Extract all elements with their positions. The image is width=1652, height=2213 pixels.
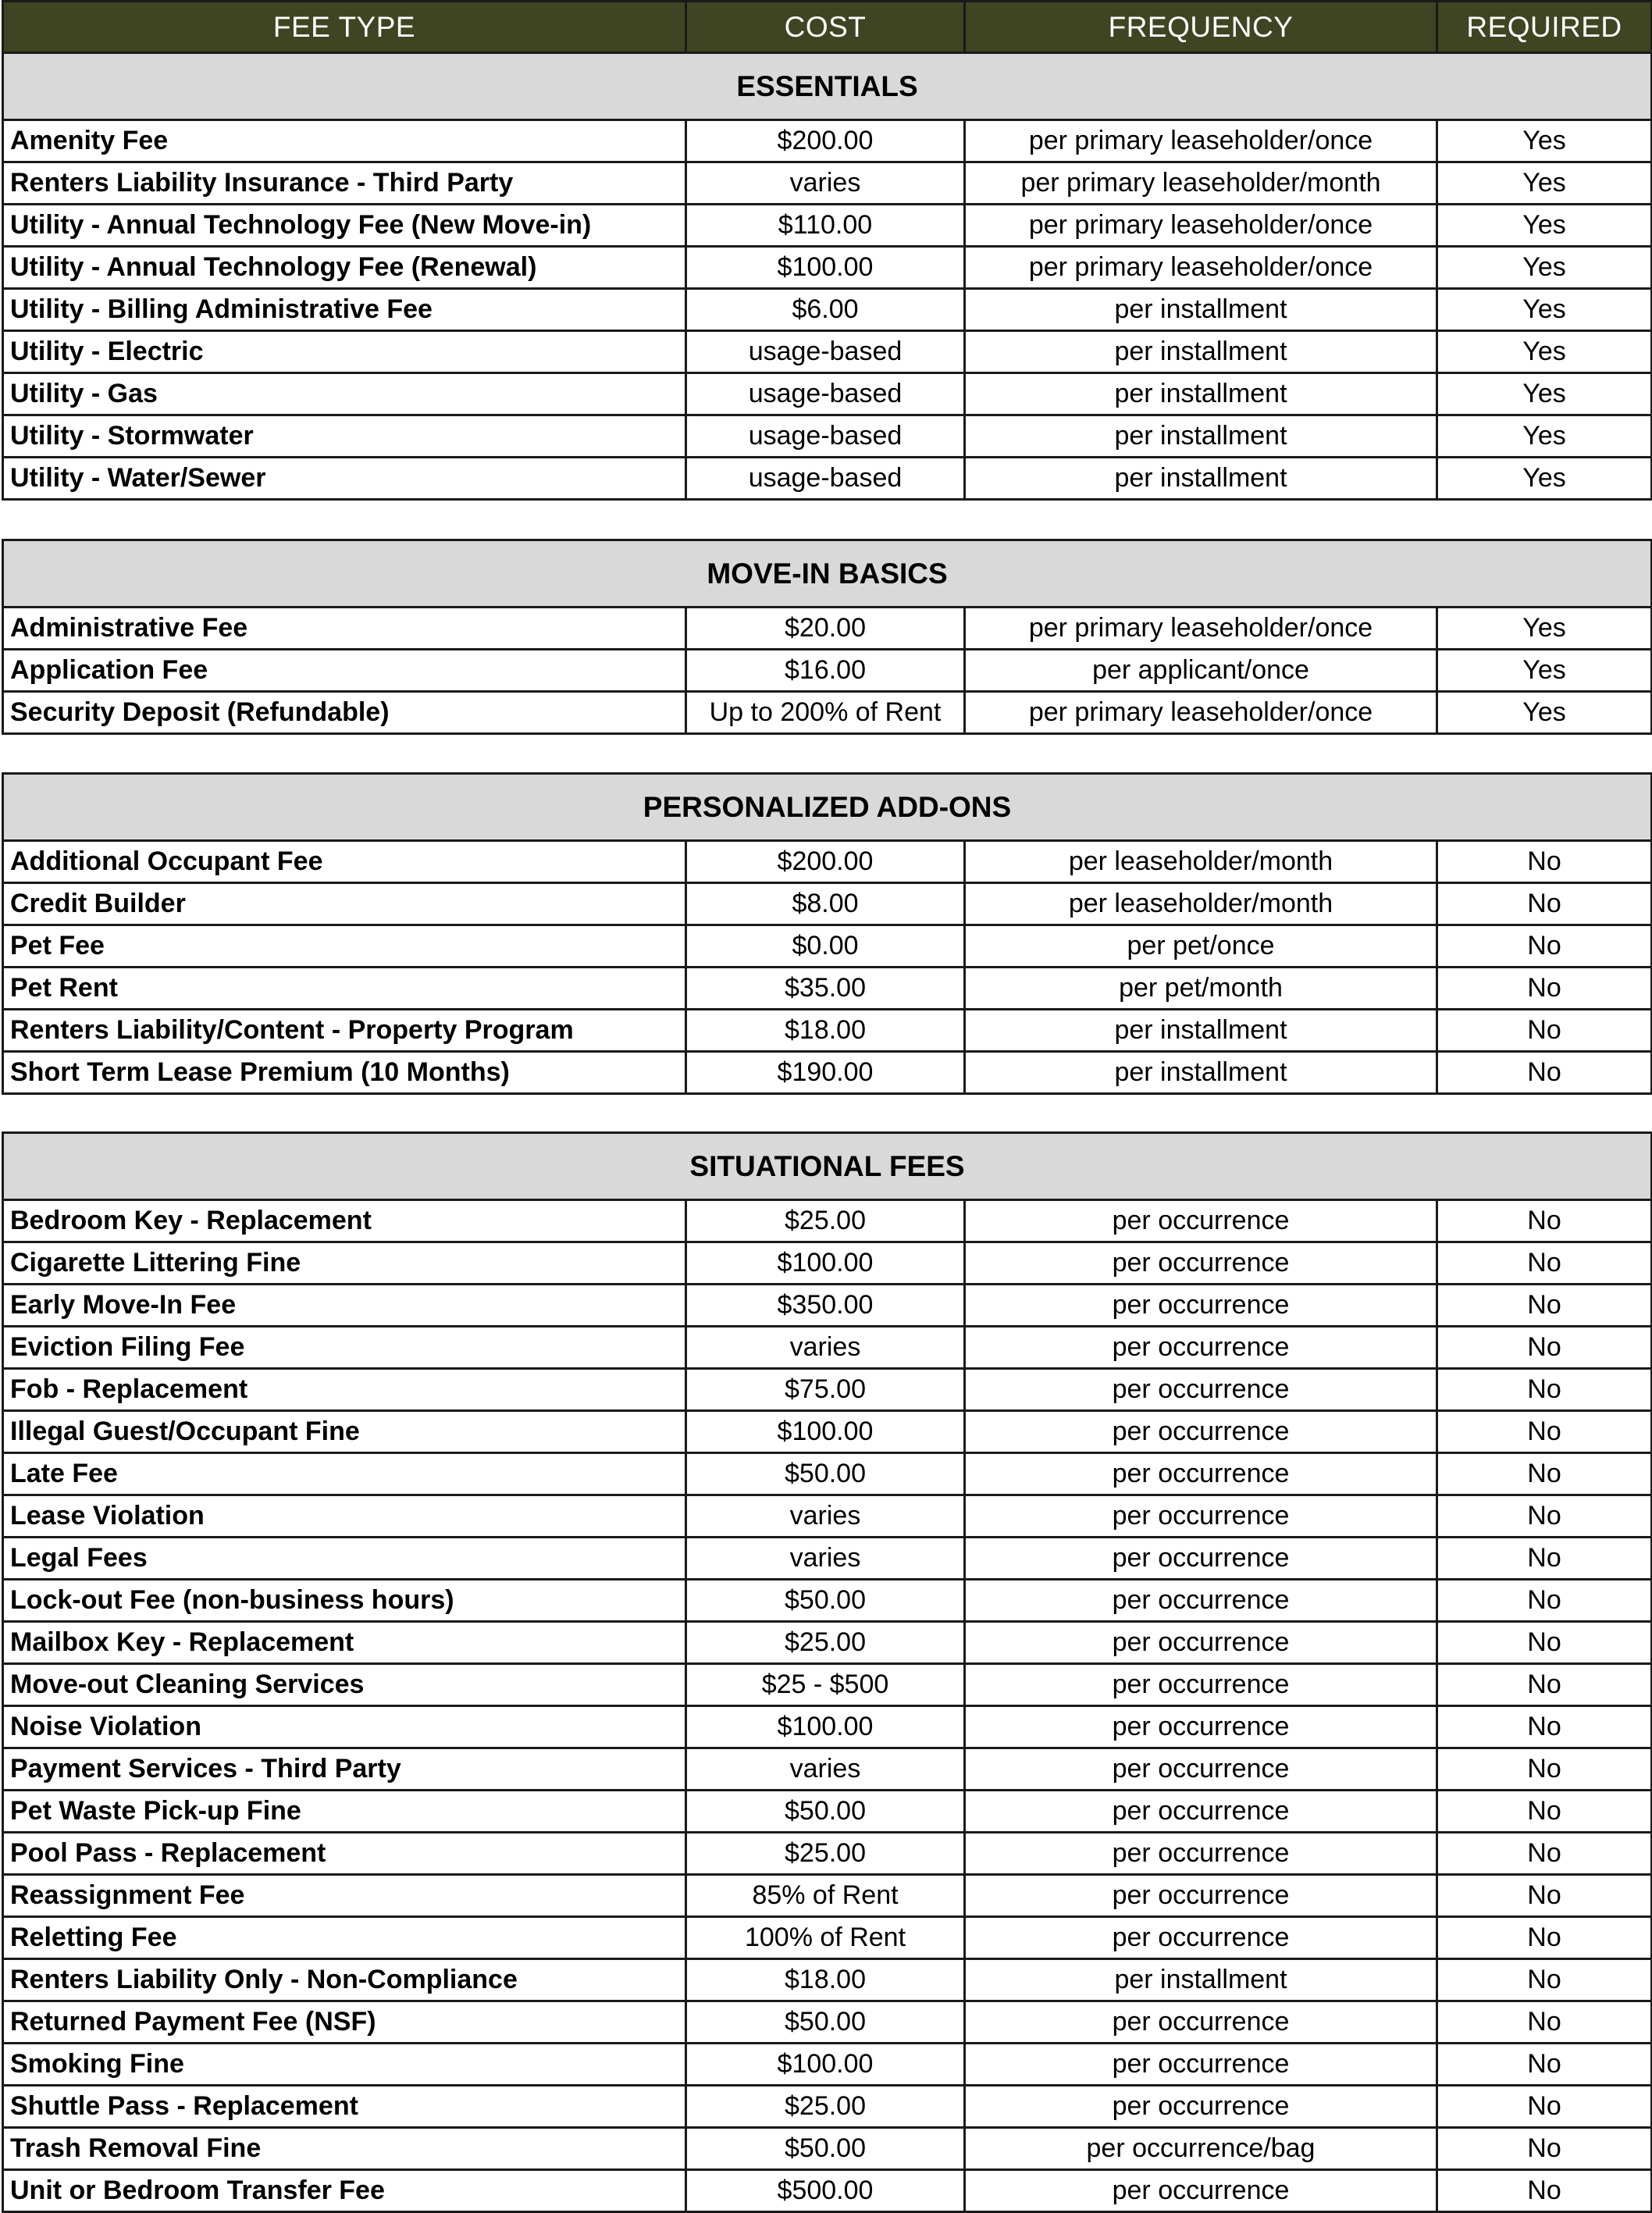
fee-name-cell: Renters Liability Insurance - Third Party xyxy=(3,162,686,205)
table-row xyxy=(3,1875,1652,1917)
frequency-cell: per applicant/once xyxy=(965,650,1437,692)
frequency-cell: per installment xyxy=(965,331,1437,373)
frequency-cell: per occurrence xyxy=(965,1285,1437,1327)
fee-name-cell: Payment Services - Third Party xyxy=(3,1748,686,1791)
required-cell: No xyxy=(1437,1369,1652,1411)
fee-name-cell: Pet Waste Pick-up Fine xyxy=(3,1791,686,1833)
frequency-cell: per occurrence xyxy=(965,2001,1437,2044)
frequency-cell: per occurrence xyxy=(965,2044,1437,2086)
table-row xyxy=(3,841,1652,883)
cost-cell: $50.00 xyxy=(686,2001,965,2044)
frequency-cell: per occurrence xyxy=(965,1706,1437,1748)
table-row xyxy=(3,692,1652,734)
required-cell: No xyxy=(1437,1010,1652,1052)
frequency-cell: per primary leaseholder/once xyxy=(965,692,1437,734)
cost-cell: $500.00 xyxy=(686,2170,965,2212)
cost-cell: 85% of Rent xyxy=(686,1875,965,1917)
table-row xyxy=(3,1453,1652,1495)
table-row xyxy=(3,247,1652,289)
cost-cell: usage-based xyxy=(686,331,965,373)
fee-name-cell: Trash Removal Fine xyxy=(3,2128,686,2170)
cost-cell: $16.00 xyxy=(686,650,965,692)
table-row xyxy=(3,1538,1652,1580)
table-row xyxy=(3,415,1652,458)
required-cell: No xyxy=(1437,1411,1652,1453)
required-cell: Yes xyxy=(1437,162,1652,205)
table-row xyxy=(3,1833,1652,1875)
cost-cell: $18.00 xyxy=(686,1010,965,1052)
frequency-cell: per occurrence xyxy=(965,2170,1437,2212)
cost-cell: $200.00 xyxy=(686,841,965,883)
section-title: SITUATIONAL FEES xyxy=(3,1133,1652,1200)
cost-cell: $50.00 xyxy=(686,1791,965,1833)
required-cell: No xyxy=(1437,1791,1652,1833)
table-row xyxy=(3,968,1652,1010)
table-row xyxy=(3,162,1652,205)
fee-name-cell: Shuttle Pass - Replacement xyxy=(3,2086,686,2128)
cost-cell: $50.00 xyxy=(686,1453,965,1495)
cost-cell: $100.00 xyxy=(686,247,965,289)
fee-name-cell: Amenity Fee xyxy=(3,120,686,162)
fee-name-cell: Utility - Electric xyxy=(3,331,686,373)
cost-cell: $20.00 xyxy=(686,608,965,650)
fee-name-cell: Credit Builder xyxy=(3,883,686,925)
cost-cell: $350.00 xyxy=(686,1285,965,1327)
required-cell: Yes xyxy=(1437,205,1652,247)
required-cell: No xyxy=(1437,883,1652,925)
frequency-cell: per occurrence/bag xyxy=(965,2128,1437,2170)
fee-name-cell: Short Term Lease Premium (10 Months) xyxy=(3,1052,686,1094)
frequency-cell: per installment xyxy=(965,1959,1437,2001)
table-row xyxy=(3,289,1652,331)
table-row xyxy=(3,1664,1652,1706)
table-row xyxy=(3,373,1652,415)
frequency-cell: per installment xyxy=(965,415,1437,458)
required-cell: No xyxy=(1437,1959,1652,2001)
frequency-cell: per occurrence xyxy=(965,1622,1437,1664)
column-header-row xyxy=(3,2,1652,53)
table-row xyxy=(3,2086,1652,2128)
table-row xyxy=(3,1622,1652,1664)
cost-cell: $18.00 xyxy=(686,1959,965,2001)
table-row xyxy=(3,120,1652,162)
frequency-cell: per primary leaseholder/once xyxy=(965,247,1437,289)
frequency-cell: per occurrence xyxy=(965,1664,1437,1706)
table-row xyxy=(3,1327,1652,1369)
required-cell: Yes xyxy=(1437,692,1652,734)
fee-name-cell: Renters Liability/Content - Property Program xyxy=(3,1010,686,1052)
cost-cell: $25.00 xyxy=(686,1833,965,1875)
cost-cell: $100.00 xyxy=(686,2044,965,2086)
fee-name-cell: Fob - Replacement xyxy=(3,1369,686,1411)
table-row xyxy=(3,205,1652,247)
required-cell: No xyxy=(1437,1052,1652,1094)
cost-cell: Up to 200% of Rent xyxy=(686,692,965,734)
frequency-cell: per occurrence xyxy=(965,1242,1437,1285)
required-cell: No xyxy=(1437,1706,1652,1748)
required-cell: Yes xyxy=(1437,373,1652,415)
fee-name-cell: Utility - Stormwater xyxy=(3,415,686,458)
frequency-cell: per occurrence xyxy=(965,1791,1437,1833)
table-row xyxy=(3,458,1652,500)
fee-name-cell: Utility - Gas xyxy=(3,373,686,415)
required-cell: No xyxy=(1437,2044,1652,2086)
cost-cell: $0.00 xyxy=(686,925,965,968)
required-cell: No xyxy=(1437,2001,1652,2044)
cost-cell: $8.00 xyxy=(686,883,965,925)
frequency-cell: per occurrence xyxy=(965,1453,1437,1495)
frequency-cell: per leaseholder/month xyxy=(965,883,1437,925)
cost-cell: $190.00 xyxy=(686,1052,965,1094)
header-cost: COST xyxy=(686,2,965,53)
cost-cell: $25.00 xyxy=(686,2086,965,2128)
fee-name-cell: Utility - Billing Administrative Fee xyxy=(3,289,686,331)
frequency-cell: per occurrence xyxy=(965,1748,1437,1791)
fee-name-cell: Reassignment Fee xyxy=(3,1875,686,1917)
frequency-cell: per primary leaseholder/once xyxy=(965,608,1437,650)
required-cell: Yes xyxy=(1437,650,1652,692)
fee-name-cell: Application Fee xyxy=(3,650,686,692)
header-fee-type: FEE TYPE xyxy=(3,2,686,53)
section-title: ESSENTIALS xyxy=(3,53,1652,120)
personalized-add-ons-table xyxy=(2,772,1652,1095)
fee-name-cell: Legal Fees xyxy=(3,1538,686,1580)
frequency-cell: per occurrence xyxy=(965,1917,1437,1959)
table-row xyxy=(3,1791,1652,1833)
table-row xyxy=(3,650,1652,692)
table-row xyxy=(3,1052,1652,1094)
fee-name-cell: Reletting Fee xyxy=(3,1917,686,1959)
required-cell: No xyxy=(1437,2128,1652,2170)
fee-name-cell: Lease Violation xyxy=(3,1495,686,1538)
cost-cell: usage-based xyxy=(686,415,965,458)
essentials-table xyxy=(2,0,1652,501)
cost-cell: $100.00 xyxy=(686,1242,965,1285)
section-title: MOVE-IN BASICS xyxy=(3,540,1652,608)
table-row xyxy=(3,1706,1652,1748)
required-cell: Yes xyxy=(1437,608,1652,650)
frequency-cell: per occurrence xyxy=(965,1833,1437,1875)
cost-cell: usage-based xyxy=(686,458,965,500)
fee-name-cell: Administrative Fee xyxy=(3,608,686,650)
required-cell: No xyxy=(1437,925,1652,968)
fee-name-cell: Utility - Water/Sewer xyxy=(3,458,686,500)
cost-cell: usage-based xyxy=(686,373,965,415)
fee-name-cell: Mailbox Key - Replacement xyxy=(3,1622,686,1664)
fee-name-cell: Bedroom Key - Replacement xyxy=(3,1200,686,1242)
cost-cell: varies xyxy=(686,1495,965,1538)
required-cell: No xyxy=(1437,2170,1652,2212)
frequency-cell: per occurrence xyxy=(965,1411,1437,1453)
fee-name-cell: Utility - Annual Technology Fee (Renewal) xyxy=(3,247,686,289)
required-cell: Yes xyxy=(1437,458,1652,500)
header-frequency: FREQUENCY xyxy=(965,2,1437,53)
fee-name-cell: Early Move-In Fee xyxy=(3,1285,686,1327)
table-row xyxy=(3,608,1652,650)
table-row xyxy=(3,925,1652,968)
cost-cell: $50.00 xyxy=(686,1580,965,1622)
cost-cell: $75.00 xyxy=(686,1369,965,1411)
required-cell: No xyxy=(1437,2086,1652,2128)
table-row xyxy=(3,1285,1652,1327)
required-cell: No xyxy=(1437,1495,1652,1538)
section-title-row xyxy=(3,1133,1652,1200)
fee-name-cell: Eviction Filing Fee xyxy=(3,1327,686,1369)
table-row xyxy=(3,1411,1652,1453)
frequency-cell: per occurrence xyxy=(965,1327,1437,1369)
cost-cell: $25 - $500 xyxy=(686,1664,965,1706)
section-title-row xyxy=(3,53,1652,120)
frequency-cell: per occurrence xyxy=(965,2086,1437,2128)
required-cell: No xyxy=(1437,968,1652,1010)
table-row xyxy=(3,1010,1652,1052)
table-row xyxy=(3,1369,1652,1411)
frequency-cell: per installment xyxy=(965,1010,1437,1052)
required-cell: Yes xyxy=(1437,120,1652,162)
table-row xyxy=(3,1495,1652,1538)
table-row xyxy=(3,2128,1652,2170)
frequency-cell: per installment xyxy=(965,373,1437,415)
required-cell: Yes xyxy=(1437,289,1652,331)
table-row xyxy=(3,1917,1652,1959)
required-cell: No xyxy=(1437,1327,1652,1369)
frequency-cell: per occurrence xyxy=(965,1580,1437,1622)
table-row xyxy=(3,331,1652,373)
required-cell: No xyxy=(1437,1664,1652,1706)
frequency-cell: per pet/month xyxy=(965,968,1437,1010)
fee-name-cell: Move-out Cleaning Services xyxy=(3,1664,686,1706)
frequency-cell: per occurrence xyxy=(965,1875,1437,1917)
header-required: REQUIRED xyxy=(1437,2,1652,53)
cost-cell: $25.00 xyxy=(686,1622,965,1664)
cost-cell: $6.00 xyxy=(686,289,965,331)
table-row xyxy=(3,1200,1652,1242)
required-cell: No xyxy=(1437,1622,1652,1664)
table-row xyxy=(3,1748,1652,1791)
table-row xyxy=(3,1580,1652,1622)
fee-name-cell: Illegal Guest/Occupant Fine xyxy=(3,1411,686,1453)
table-row xyxy=(3,2001,1652,2044)
required-cell: Yes xyxy=(1437,415,1652,458)
cost-cell: $110.00 xyxy=(686,205,965,247)
table-row xyxy=(3,1242,1652,1285)
fee-name-cell: Noise Violation xyxy=(3,1706,686,1748)
section-title: PERSONALIZED ADD-ONS xyxy=(3,774,1652,841)
fee-name-cell: Cigarette Littering Fine xyxy=(3,1242,686,1285)
fee-name-cell: Lock-out Fee (non-business hours) xyxy=(3,1580,686,1622)
cost-cell: varies xyxy=(686,1748,965,1791)
required-cell: No xyxy=(1437,1833,1652,1875)
required-cell: Yes xyxy=(1437,247,1652,289)
fee-name-cell: Pet Rent xyxy=(3,968,686,1010)
frequency-cell: per primary leaseholder/once xyxy=(965,120,1437,162)
cost-cell: $50.00 xyxy=(686,2128,965,2170)
required-cell: No xyxy=(1437,1538,1652,1580)
frequency-cell: per occurrence xyxy=(965,1200,1437,1242)
frequency-cell: per leaseholder/month xyxy=(965,841,1437,883)
required-cell: No xyxy=(1437,1748,1652,1791)
required-cell: No xyxy=(1437,1242,1652,1285)
fee-name-cell: Pet Fee xyxy=(3,925,686,968)
fee-name-cell: Security Deposit (Refundable) xyxy=(3,692,686,734)
cost-cell: $100.00 xyxy=(686,1706,965,1748)
frequency-cell: per pet/once xyxy=(965,925,1437,968)
section-title-row xyxy=(3,540,1652,608)
table-row xyxy=(3,1959,1652,2001)
fee-name-cell: Smoking Fine xyxy=(3,2044,686,2086)
required-cell: No xyxy=(1437,841,1652,883)
cost-cell: varies xyxy=(686,1538,965,1580)
fee-name-cell: Late Fee xyxy=(3,1453,686,1495)
required-cell: No xyxy=(1437,1875,1652,1917)
frequency-cell: per occurrence xyxy=(965,1538,1437,1580)
frequency-cell: per occurrence xyxy=(965,1369,1437,1411)
required-cell: No xyxy=(1437,1580,1652,1622)
fee-name-cell: Pool Pass - Replacement xyxy=(3,1833,686,1875)
cost-cell: $35.00 xyxy=(686,968,965,1010)
frequency-cell: per installment xyxy=(965,289,1437,331)
cost-cell: $100.00 xyxy=(686,1411,965,1453)
required-cell: Yes xyxy=(1437,331,1652,373)
required-cell: No xyxy=(1437,1453,1652,1495)
table-row xyxy=(3,2170,1652,2212)
frequency-cell: per primary leaseholder/month xyxy=(965,162,1437,205)
required-cell: No xyxy=(1437,1200,1652,1242)
frequency-cell: per installment xyxy=(965,1052,1437,1094)
cost-cell: $200.00 xyxy=(686,120,965,162)
situational-fees-table xyxy=(2,1131,1652,2213)
cost-cell: 100% of Rent xyxy=(686,1917,965,1959)
frequency-cell: per primary leaseholder/once xyxy=(965,205,1437,247)
cost-cell: $25.00 xyxy=(686,1200,965,1242)
fee-name-cell: Returned Payment Fee (NSF) xyxy=(3,2001,686,2044)
fee-name-cell: Additional Occupant Fee xyxy=(3,841,686,883)
required-cell: No xyxy=(1437,1285,1652,1327)
frequency-cell: per occurrence xyxy=(965,1495,1437,1538)
cost-cell: varies xyxy=(686,162,965,205)
move-in-basics-table xyxy=(2,539,1652,735)
required-cell: No xyxy=(1437,1917,1652,1959)
table-row xyxy=(3,2044,1652,2086)
fee-name-cell: Utility - Annual Technology Fee (New Move-in) xyxy=(3,205,686,247)
fee-name-cell: Renters Liability Only - Non-Compliance xyxy=(3,1959,686,2001)
cost-cell: varies xyxy=(686,1327,965,1369)
table-row xyxy=(3,883,1652,925)
frequency-cell: per installment xyxy=(965,458,1437,500)
section-title-row xyxy=(3,774,1652,841)
fee-name-cell: Unit or Bedroom Transfer Fee xyxy=(3,2170,686,2212)
